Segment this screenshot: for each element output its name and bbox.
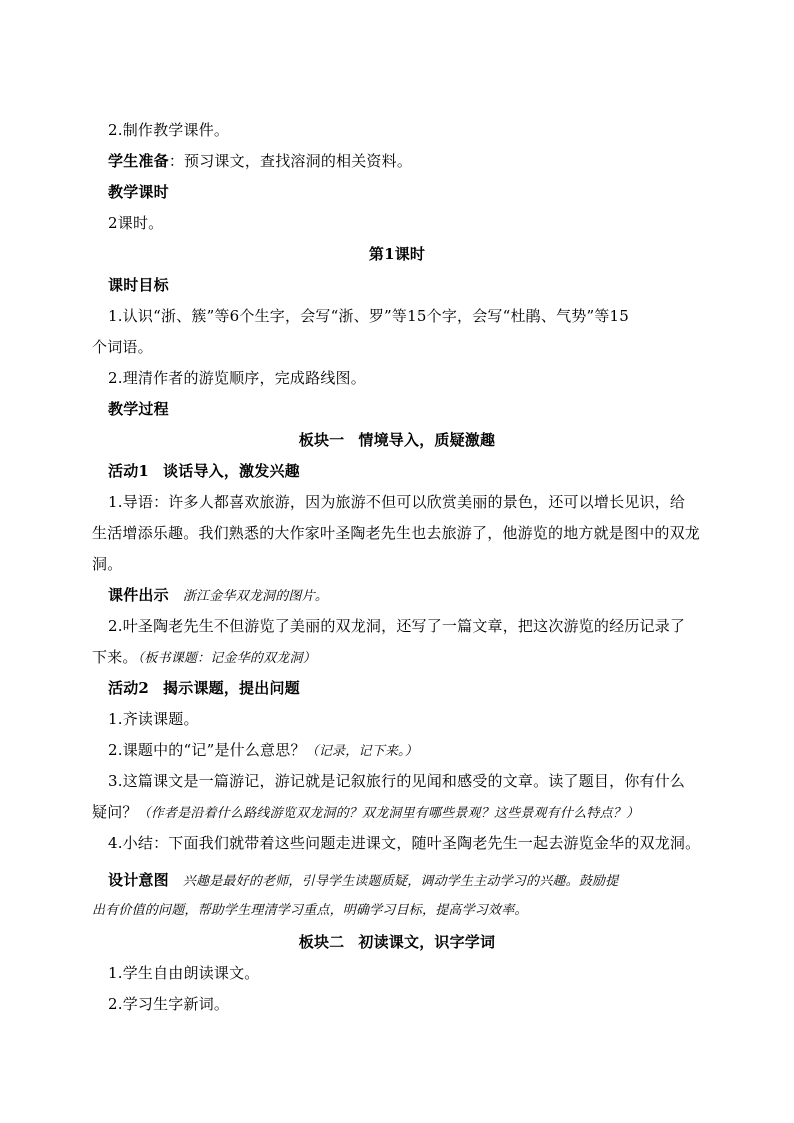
courseware-note: 浙江金华双龙洞的图片。 — [182, 589, 329, 604]
section-heading-lesson-hours: 教学课时 — [108, 183, 169, 201]
module-2-heading — [0, 932, 794, 952]
activity-2-step-3: 3.这篇课文是一篇游记，游记就是记叙旅行的见闻和感受的文章。读了题目，你有什么 — [108, 772, 686, 790]
module-2-step-2: 2.学习生字新词。 — [108, 995, 230, 1013]
courseware-display — [108, 585, 720, 607]
intro-paragraph-line-3: 洞。 — [92, 555, 123, 573]
activity-2-number: 活动2 — [108, 679, 150, 697]
module-1-number: 板块一 — [298, 431, 345, 449]
intro-paragraph-line-1: 1.导语：许多人都喜欢旅游，因为旅游不但可以欣赏美丽的景色，还可以增长见识，给 — [108, 493, 686, 511]
activity-1-title: 谈话导入，激发兴趣 — [163, 462, 300, 480]
section-heading-process: 教学过程 — [108, 400, 169, 418]
student-prep-label: 学生准备 — [108, 152, 169, 170]
activity-2-heading — [108, 678, 720, 698]
step-2-line-1: 2.叶圣陶老先生不但游览了美丽的双龙洞，还写了一篇文章，把这次游览的经历记录了 — [108, 617, 686, 635]
goal-2: 2.理清作者的游览顺序，完成路线图。 — [108, 369, 366, 387]
activity-2-step-4: 4.小结：下面我们就带着这些问题走进课文，随叶圣陶老先生一起去游览金华的双龙洞。 — [108, 834, 701, 852]
module-2-number: 板块二 — [298, 933, 345, 951]
activity-1-heading — [108, 461, 720, 481]
activity-2-step-1: 1.齐读课题。 — [108, 710, 199, 728]
intro-paragraph-line-2: 生活增添乐趣。我们熟悉的大作家叶圣陶老先生也去旅游了，他游览的地方就是图中的双龙 — [92, 524, 701, 542]
section-heading-goals: 课时目标 — [108, 276, 169, 294]
step-3-answer: （作者是沿着什么路线游览双龙洞的？双龙洞里有哪些景观？这些景观有什么特点？） — [137, 806, 640, 821]
courseware-label: 课件出示 — [108, 586, 169, 604]
design-intent — [108, 870, 720, 892]
activity-2-step-3-continued — [92, 802, 704, 824]
goal-1: 1.认识“浙、簇”等6个生字，会写“浙、罗”等15个字，会写“杜鹃、气势”等15 — [108, 307, 630, 325]
step-2-line-2 — [92, 647, 704, 669]
step-3-question: 疑问？ — [92, 803, 138, 821]
blackboard-note: （板书课题：记金华的双龙洞） — [137, 651, 316, 666]
step-2-text: 下来。 — [92, 648, 138, 666]
goal-1-continued: 个词语。 — [92, 338, 153, 356]
module-2-title: 初读课文，识字学词 — [358, 933, 496, 951]
step-2-answer: （记录，记下来。） — [305, 744, 418, 759]
lesson-title: 第1课时 — [368, 245, 426, 263]
student-prep — [108, 151, 720, 171]
design-intent-text: 兴趣是最好的老师，引导学生读题质疑，调动学生主动学习的兴趣。鼓励提 — [182, 874, 619, 889]
module-2-step-1: 1.学生自由朗读课文。 — [108, 964, 260, 982]
design-intent-label: 设计意图 — [108, 871, 169, 889]
lesson-hours: 2课时。 — [108, 214, 164, 232]
prep-item-2: 2.制作教学课件。 — [108, 121, 230, 139]
activity-2-title: 揭示课题，提出问题 — [163, 679, 300, 697]
module-1-heading — [0, 430, 794, 450]
design-intent-continued: 出有价值的问题，帮助学生理清学习重点，明确学习目标，提高学习效率。 — [92, 903, 528, 918]
module-1-title: 情境导入，质疑激趣 — [358, 431, 496, 449]
activity-1-number: 活动1 — [108, 462, 150, 480]
step-2-question: 2.课题中的“记”是什么意思？ — [108, 741, 306, 759]
student-prep-text: ：预习课文，查找溶洞的相关资料。 — [168, 152, 413, 170]
activity-2-step-2 — [108, 740, 720, 762]
